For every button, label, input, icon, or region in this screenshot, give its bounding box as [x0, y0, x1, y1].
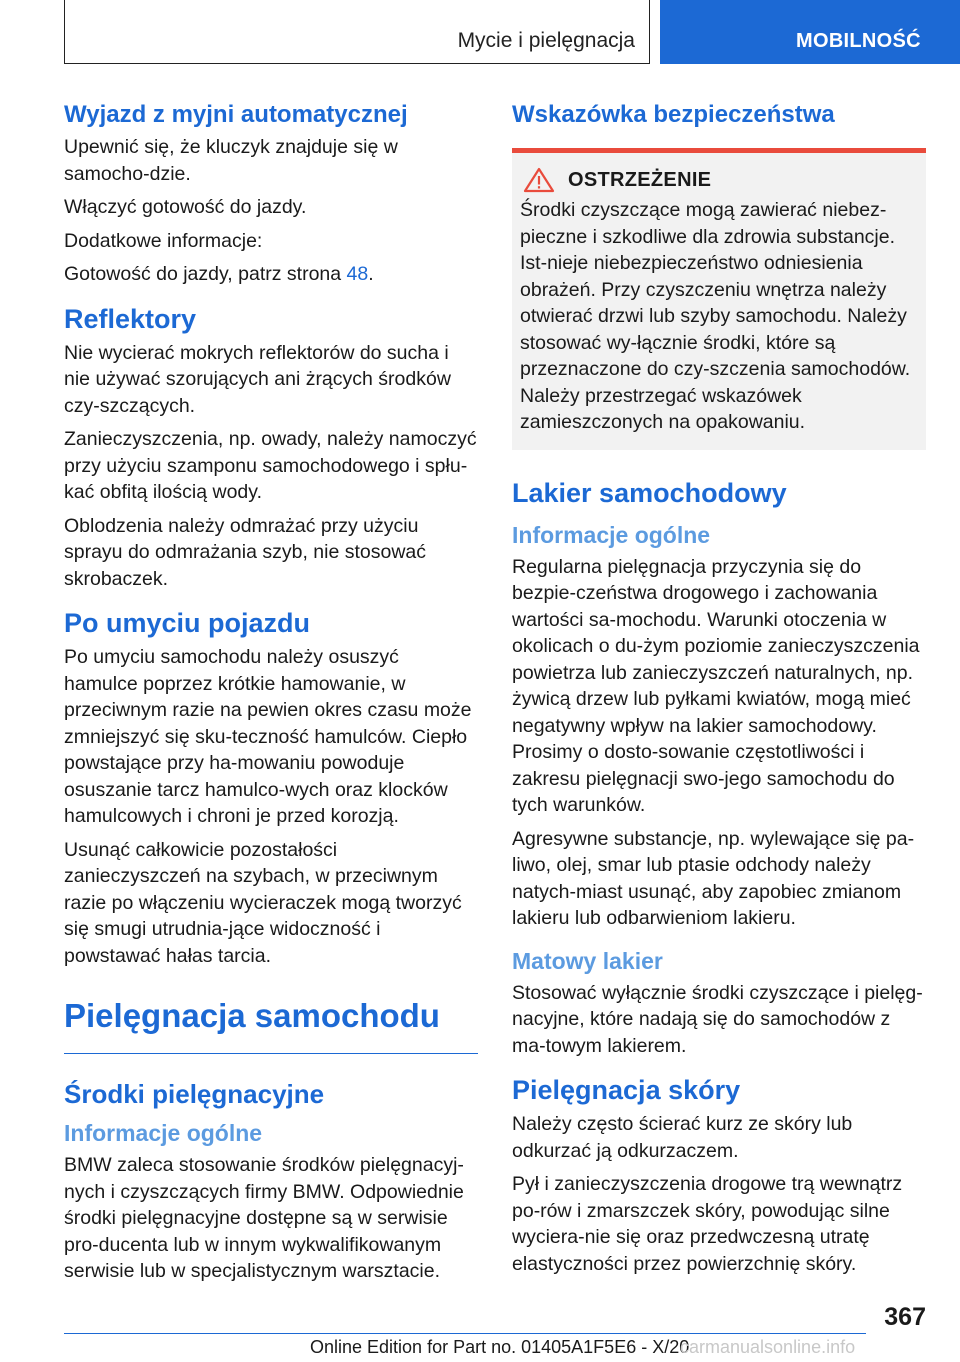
paragraph: Włączyć gotowość do jazdy.	[64, 196, 307, 218]
section-header-box	[64, 0, 650, 64]
watermark: carmanualsonline.info	[680, 1337, 856, 1357]
heading-leather-care: Pielęgnacja skóry	[512, 1075, 741, 1105]
right-column	[512, 100, 926, 1284]
paragraph-end: .	[368, 263, 374, 285]
chapter-tab-label: MOBILNOŚĆ	[796, 30, 921, 52]
chapter-tab[interactable]	[660, 0, 960, 64]
paragraph: Stosować wyłącznie środki czyszczące i pielęg‐nacyjne, które nadają się do samochodów z ma‐towym lakierem.	[512, 981, 923, 1057]
heading-headlights: Reflektory	[64, 303, 197, 334]
heading-safety-note: Wskazówka bezpieczeństwa	[512, 101, 835, 128]
subheading-general-info: Informacje ogólne	[64, 1120, 263, 1146]
paragraph: Pył i zanieczyszczenia drogowe trą wewnątrz po‐rów i zmarszczek skóry, powodując silne wyciera‐nie się oraz przedwczesną utratę elastyczności przez powierzchnię skóry.	[512, 1173, 903, 1275]
warning-text: Środki czyszczące mogą zawierać niebez‐pieczne i szkodliwe dla zdrowia substancje. Ist‐nieje niebezpieczeństwo odniesienia obrażeń. Przy czyszczeniu wnętrza należy otwierać drzwi lub szyby samochodu. Należy stosować wy‐łącznie środki, które są przeznaczone do czy‐szczenia samochodów. Należy przestrzegać wskazówek zamieszczonych na opakowaniu.	[520, 199, 911, 433]
warning-triangle-icon	[522, 167, 556, 193]
paragraph-text: Gotowość do jazdy, patrz strona	[64, 263, 347, 285]
heading-care-products: Środki pielęgnacyjne	[64, 1079, 325, 1109]
page-number: 367	[884, 1303, 926, 1331]
paragraph: Nie wycierać mokrych reflektorów do sucha i nie używać szorujących ani żrących środków czy‐szczących.	[64, 341, 451, 417]
heading-car-wash-exit: Wyjazd z myjni automatycznej	[64, 101, 408, 128]
heading-after-washing: Po umyciu pojazdu	[64, 608, 311, 638]
edition-note: Online Edition for Part no. 01405A1F5E6 - X/20	[310, 1337, 690, 1357]
paragraph: Dodatkowe informacje:	[64, 229, 263, 252]
paragraph: Należy często ścierać kurz ze skóry lub odkurzać ją odkurzaczem.	[512, 1113, 853, 1162]
paragraph: Agresywne substancje, np. wylewające się pa‐liwo, olej, smar lub ptasie odchody należy natych‐miast usunąć, aby zapobiec zmianom lakieru lub odbarwieniom lakieru.	[512, 827, 915, 929]
chapter-title: Pielęgnacja samochodu	[64, 995, 478, 1054]
paragraph: Usunąć całkowicie pozostałości zanieczyszczeń na szybach, w przeciwnym razie po włączeniu wycieraczek mogą tworzyć się smugi utrudnia‐jące widoczność i powstawać hałas tarcia.	[64, 838, 462, 967]
subheading-matte-paint: Matowy lakier	[512, 947, 663, 974]
footer-divider	[64, 1333, 866, 1334]
paragraph: Zanieczyszczenia, np. owady, należy namoczyć przy użyciu szamponu samochodowego i spłu‐kać obfitą ilością wody.	[64, 428, 477, 503]
warning-label: OSTRZEŻENIE	[568, 168, 712, 191]
heading-car-paint: Lakier samochodowy	[512, 477, 787, 508]
paragraph: Po umyciu samochodu należy osuszyć hamulce poprzez krótkie hamowanie, w przeciwnym razie na pewien okres czasu może zmniejszyć się sku‐teczność hamulców. Ciepło powstające przy ha‐mowaniu powoduje osuszanie tarcz hamulco‐wych oraz klocków hamulcowych i chroni je przed korozją.	[64, 646, 472, 827]
left-column	[64, 100, 478, 1292]
paragraph: BMW zaleca stosowanie środków pielęgnacyj‐nych i czyszczących firmy BMW. Odpowiednie środki pielęgnacyjne dostępne są w serwisie pro‐ducenta lub w innym wykwalifikowanym serwisie lub w specjalistycznym warsztacie.	[64, 1154, 464, 1282]
paragraph-with-link	[64, 261, 478, 288]
paragraph: Regularna pielęgnacja przyczynia się do bezpie‐czeństwa drogowego i zachowania wartości sa‐mochodu. Warunki otoczenia w okolicach o du‐żym poziomie zanieczyszczenia powietrza lub zanieczyszczeń naturalnych, np. żywicą drzew lub pyłkami kwiatów, mogą mieć negatywny wpływ na lakier samochodowy. Prosimy o dosto‐sowanie częstotliwości i zakresu pielęgnacji swo‐jego samochodu do tych warunków.	[512, 555, 920, 816]
page-header	[0, 0, 960, 66]
paragraph: Upewnić się, że kluczyk znajduje się w samocho‐dzie.	[64, 136, 398, 185]
warning-header	[520, 167, 918, 193]
page-reference-link[interactable]: 48	[346, 263, 369, 285]
subheading-general-info: Informacje ogólne	[512, 521, 711, 548]
paragraph: Oblodzenia należy odmrażać przy użyciu sprayu do odmrażania szyb, nie stosować skrobaczek.	[64, 514, 427, 590]
warning-box	[512, 148, 926, 450]
section-title: Mycie i pielęgnacja	[457, 29, 635, 52]
